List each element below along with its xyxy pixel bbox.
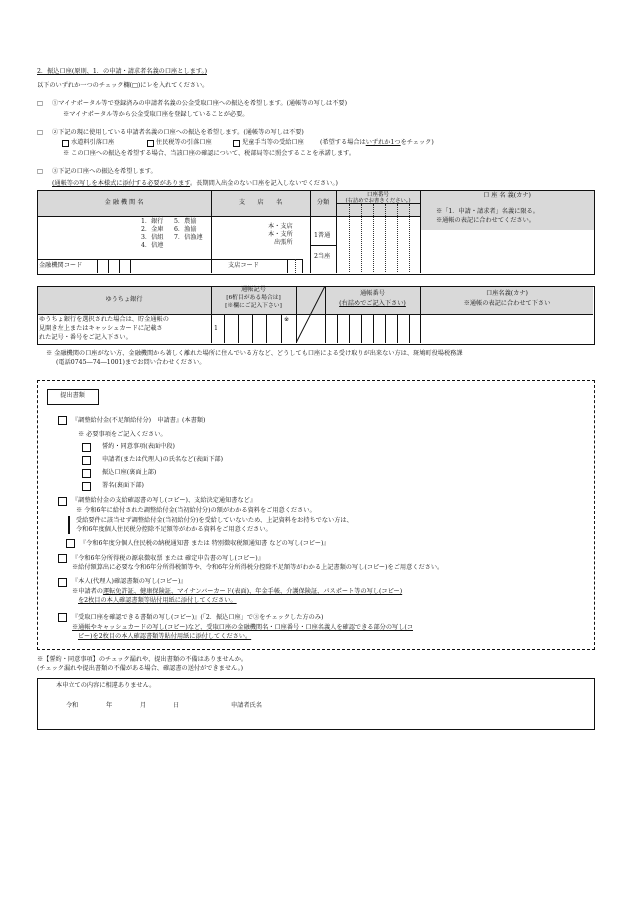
bank-type-4: 4．信連 xyxy=(141,242,164,249)
yucho-holder-sub: ※通帳の表記に合わせて下さい xyxy=(463,300,551,307)
no-account-note: ※ 金融機関の口座がない方、金融機関から著しく離れた場所に住んでいる方など、どうしても口座による受け取りが出来ない方は、斑鳩町役場税務課 xyxy=(46,350,463,357)
doc2-sub: 『令和6年度分個人住民税の納税通知書 または 特別徴収税額通知書 などの写し(コピー)』 xyxy=(80,540,330,547)
yucho-digit-1: 1 xyxy=(214,325,218,332)
yucho-star: ※ xyxy=(284,316,290,323)
option2-text: ②下記の現に使用している申請者名義の口座への振込を希望します。(通帳等の写しは不要) xyxy=(52,129,304,136)
doc1-sub4-checkbox[interactable] xyxy=(82,482,91,491)
option3-text: ③下記の口座への振込を希望します。 xyxy=(52,168,157,175)
yucho-symbol-sub: [6桁目がある場合は] xyxy=(226,295,281,301)
tax-checkbox[interactable] xyxy=(147,140,154,147)
confirm-day: 日 xyxy=(173,702,180,709)
bank-header: 金 融 機 関 名 xyxy=(104,199,144,206)
doc1-sub4: 署名(裏面下部) xyxy=(102,482,144,489)
doc3-label: 『令和6年分所得税の源泉徴収票 または 確定申告書の写し(コピー)』 xyxy=(72,555,264,562)
holder-note1: ※「1．申請・請求者」名義に限る。 xyxy=(436,208,539,215)
doc3-note: ※給付額算出に必要な令和6年分所得税額等や、令和6年分所得税分控除不足額等がわかる上記書類の写し(コピー)をご用意ください。 xyxy=(72,564,444,571)
option2-checkbox[interactable]: □ xyxy=(37,129,43,136)
branch-code-label: 支店コード xyxy=(228,262,259,269)
final-note-1: ※【誓約・同意事項】のチェック漏れや、提出書類の不備はありませんか。 xyxy=(37,656,248,663)
doc2-label: 『調整給付金の支給確認書の写し(コピー)、支給決定通知書など』 xyxy=(72,497,257,504)
yucho-desc-3: れた記号・番号をご記入下さい。 xyxy=(39,334,132,341)
doc2-checkbox[interactable] xyxy=(58,497,67,506)
bank-type-2: 2．金庫 xyxy=(141,226,164,233)
bank-type-7: 7．信漁連 xyxy=(174,234,203,241)
confirm-era: 令和 xyxy=(66,702,79,709)
branch-type-3: 出張所 xyxy=(274,239,293,246)
section-heading: 2．振込口座(原則、1．の申請・請求者名義の口座とします。) xyxy=(37,68,207,75)
yucho-desc-2: 見開き左上またはキャッシュカードに記載さ xyxy=(39,325,163,332)
no-account-phone: (電話0745―74―1001)までお問い合わせください。 xyxy=(56,359,206,366)
doc1-sub3: 振込口座(裏面上部) xyxy=(102,469,157,476)
water-label: 水道料引落口座 xyxy=(71,139,115,146)
doc1-sub1: 誓約・同意事項(表面中段) xyxy=(102,443,175,450)
doc5-label: 『受取口座を確認できる書類の写し(コピー)』(「2．振込口座」で③をチェックした方のみ) xyxy=(72,614,324,621)
doc2-note: ※ 令和6年に給付された調整給付金(当初給付分)の額がわかる資料をご用意ください。 xyxy=(76,507,316,514)
option1-checkbox[interactable]: □ xyxy=(37,100,43,107)
doc2-sub-checkbox[interactable] xyxy=(66,539,75,548)
class-type-1[interactable]: 1普通 xyxy=(314,232,331,239)
final-note-2: (チェック漏れや提出書類の不備がある場合、確認書の送付ができません。) xyxy=(37,665,244,672)
yucho-header: ゆうちょ銀行 xyxy=(105,296,143,303)
doc5-note2: ピー)を2枚目の本人確認書類等貼付用紙に添付してください。 xyxy=(78,633,252,640)
child-label: 児童手当等の受給口座 xyxy=(242,139,304,146)
holder-header: 口 座 名 義(カナ) xyxy=(483,192,531,199)
confirm-month: 月 xyxy=(140,702,147,709)
doc1-label: 『調整給付金(不足額給付分) 申請書』(本書類) xyxy=(72,417,206,424)
option1-note: ※マイナポータル等から公金受取口座を登録していることが必要。 xyxy=(63,111,249,118)
branch-header: 支 店 名 xyxy=(238,199,283,206)
doc5-note: ※通帳やキャッシュカードの写し(コピー)など、受取口座の金融機関名・口座番号・口座名義人を確認できる部分の写し(コ xyxy=(72,624,413,631)
branch-type-2: 本・支所 xyxy=(268,231,293,238)
water-checkbox[interactable] xyxy=(62,140,69,147)
account-subheader: (右詰めでお書きください。) xyxy=(345,198,411,204)
yucho-holder-header: 口座名義(カナ) xyxy=(486,290,528,297)
option3-note: (通帳等の写しを本様式に添付する必要があります。長期間入出金のない口座を記入しないでください。) xyxy=(52,180,338,187)
option3-checkbox[interactable]: □ xyxy=(37,168,43,175)
yucho-number-sub: (右詰めでご記入下さい) xyxy=(339,300,406,307)
yucho-slash xyxy=(296,286,325,343)
branch-type-1: 本・支店 xyxy=(268,223,293,230)
bank-type-5: 5．農協 xyxy=(174,218,197,225)
doc2-note2: 受給要件に該当せず調整給付金(当初給付分)を受給していないため、上記資料をお持ちでない方は、 xyxy=(76,517,353,524)
account-header: 口座番号 xyxy=(366,192,389,198)
confirm-signer-label: 申請者氏名 xyxy=(231,702,262,709)
doc2-bracket xyxy=(68,516,70,534)
doc1-sub3-checkbox[interactable] xyxy=(82,469,91,478)
docs-title: 提出書類 xyxy=(60,392,85,399)
confirm-year: 年 xyxy=(106,702,113,709)
yucho-symbol-sub2: [※欄にご記入下さい] xyxy=(225,303,282,309)
doc1-sub2-checkbox[interactable] xyxy=(82,456,91,465)
holder-note2: ※通帳の表記に合わせてください。 xyxy=(436,217,535,224)
bank-code-label: 金融機関コード xyxy=(39,262,83,269)
section-instruction: 以下のいずれか一つのチェック欄(□)にレを入れてください。 xyxy=(37,82,209,89)
bank-type-1: 1．銀行 xyxy=(141,218,164,225)
class-type-2[interactable]: 2当座 xyxy=(314,253,331,260)
doc4-checkbox[interactable] xyxy=(58,578,67,587)
confirm-statement: 本申立ての内容に相違ありません。 xyxy=(56,682,156,689)
doc1-checkbox[interactable] xyxy=(58,416,67,425)
doc5-checkbox[interactable] xyxy=(58,613,67,622)
doc4-note2: を2枚目の本人確認書類等貼付用紙に添付してください。 xyxy=(78,597,237,604)
tax-label: 住民税等の引落口座 xyxy=(156,139,212,146)
option2-subnote: (希望する場合はいずれか1つをチェック) xyxy=(320,139,434,146)
child-checkbox[interactable] xyxy=(233,140,240,147)
doc4-label: 『本人(代理人)確認書類の写し(コピー)』 xyxy=(72,578,187,585)
doc4-note: ※申請者の運転免許証、健康保険証、マイナンバーカード(表面)、年金手帳、介護保険証、パスポート等の写し(コピー) xyxy=(72,588,403,595)
doc1-sub1-checkbox[interactable] xyxy=(82,443,91,452)
option1-text: ①マイナポータル等で登録済みの申請者名義の公金受取口座への振込を希望します。(通帳等の写しは不要) xyxy=(52,100,348,107)
yucho-symbol-header: 通帳記号 xyxy=(241,286,266,293)
doc1-note: ※ 必要事項をご記入ください。 xyxy=(78,431,167,438)
option2-note: ※ この口座への振込を希望する場合、当該口座の確認について、税部局等に照会することを承諾します。 xyxy=(63,150,356,157)
bank-type-6: 6．漁協 xyxy=(174,226,197,233)
doc2-note3: 令和6年度個人住民税分控除不足額等がわかる資料をご用意ください。 xyxy=(76,526,272,533)
yucho-number-header: 通帳番号 xyxy=(360,290,385,297)
doc1-sub2: 申請者(または代理人)の氏名など(表面下部) xyxy=(102,456,224,463)
yucho-desc-1: ゆうちょ銀行を選択された場合は、貯金通帳の xyxy=(39,316,169,323)
class-header: 分類 xyxy=(316,199,330,206)
doc3-checkbox[interactable] xyxy=(58,554,67,563)
bank-type-3: 3．信組 xyxy=(141,234,164,241)
